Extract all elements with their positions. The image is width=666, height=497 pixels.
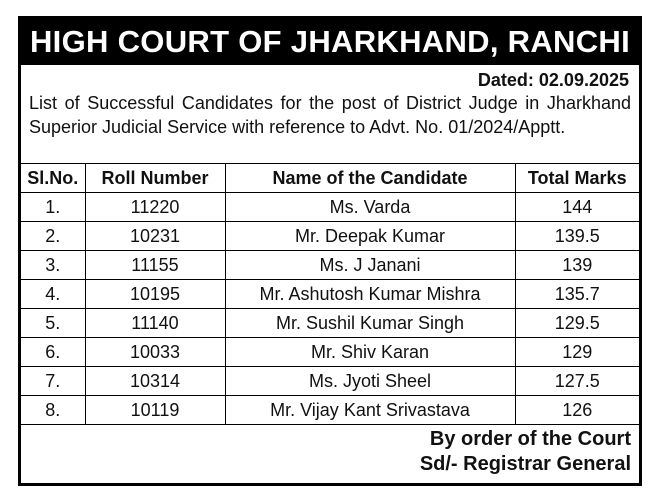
cell-slno: 1. (21, 193, 85, 222)
cell-roll-number: 10195 (85, 280, 225, 309)
cell-candidate-name: Mr. Deepak Kumar (225, 222, 515, 251)
notice-date: Dated: 02.09.2025 (477, 70, 629, 90)
cell-candidate-name: Mr. Sushil Kumar Singh (225, 309, 515, 338)
cell-total-marks: 139.5 (515, 222, 639, 251)
table-row (21, 222, 639, 251)
table-row (21, 367, 639, 396)
cell-roll-number: 11155 (85, 251, 225, 280)
cell-roll-number: 11220 (85, 193, 225, 222)
cell-slno: 6. (21, 338, 85, 367)
column-header-candidate-name: Name of the Candidate (225, 164, 515, 193)
cell-total-marks: 127.5 (515, 367, 639, 396)
cell-candidate-name: Ms. Jyoti Sheel (225, 367, 515, 396)
cell-total-marks: 139 (515, 251, 639, 280)
notice-intro: List of Successful Candidates for the post of District Judge in Jharkhand Superior Judicial Service with reference to Advt. No. 01/2024/Apptt. (29, 93, 631, 137)
cell-total-marks: 129 (515, 338, 639, 367)
cell-candidate-name: Mr. Vijay Kant Srivastava (225, 396, 515, 425)
cell-slno: 7. (21, 367, 85, 396)
table-header-row (21, 164, 639, 193)
table-row (21, 251, 639, 280)
cell-slno: 2. (21, 222, 85, 251)
column-header-roll-number: Roll Number (85, 164, 225, 193)
cell-total-marks: 129.5 (515, 309, 639, 338)
order-line: By order of the Court (429, 428, 631, 450)
cell-slno: 8. (21, 396, 85, 425)
table-row (21, 396, 639, 425)
cell-candidate-name: Mr. Shiv Karan (225, 338, 515, 367)
cell-slno: 3. (21, 251, 85, 280)
table-row (21, 338, 639, 367)
cell-roll-number: 10119 (85, 396, 225, 425)
cell-roll-number: 10314 (85, 367, 225, 396)
cell-roll-number: 10231 (85, 222, 225, 251)
cell-roll-number: 11140 (85, 309, 225, 338)
cell-candidate-name: Ms. J Janani (225, 251, 515, 280)
column-header-total-marks: Total Marks (515, 164, 639, 193)
cell-candidate-name: Mr. Ashutosh Kumar Mishra (225, 280, 515, 309)
cell-slno: 4. (21, 280, 85, 309)
cell-total-marks: 126 (515, 396, 639, 425)
cell-candidate-name: Ms. Varda (225, 193, 515, 222)
notice-frame (18, 16, 642, 486)
table-row (21, 193, 639, 222)
court-title: HIGH COURT OF JHARKHAND, RANCHI (21, 19, 639, 65)
cell-total-marks: 144 (515, 193, 639, 222)
candidates-table (21, 163, 639, 425)
cell-slno: 5. (21, 309, 85, 338)
table-row (21, 280, 639, 309)
column-header-slno: Sl.No. (21, 164, 85, 193)
cell-roll-number: 10033 (85, 338, 225, 367)
signature-block (21, 425, 639, 477)
table-row (21, 309, 639, 338)
cell-total-marks: 135.7 (515, 280, 639, 309)
registrar-line: Sd/- Registrar General (419, 453, 631, 475)
